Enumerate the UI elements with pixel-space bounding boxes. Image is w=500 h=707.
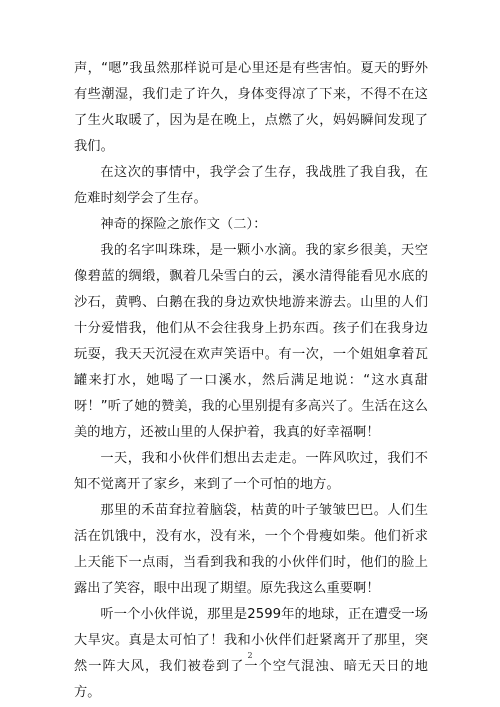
essay-subtitle: 神奇的探险之旅作文（二）： [100,217,267,232]
paragraph-continuation: 声，“嗯”我虽然那样说可是心里还是有些害怕。夏天的野外有些潮湿，我们走了许久，身体变得凉了下来，不得不在这了生火取暖了，因为是在晚上，点燃了火，妈妈瞬间发现了我们。 [74,61,428,154]
paragraph-year-2599: 听一个小伙伴说，那里是2599年的地球，正在遭受一场大旱灾。真是太可怕了！我和小伙伴们赶紧离开了那里，突然一阵大风，我们被卷到了一个空气混浊、暗无天日的地方。 [74,607,428,700]
document-body [74,56,428,706]
page-number: 2 [247,651,253,660]
paragraph-drought-land: 那里的禾苗耷拉着脑袋，枯黄的叶子皱皱巴巴。人们生活在饥饿中，没有水，没有米，一个个骨瘦如柴。他们祈求上天能下一点雨，当看到我和我的小伙伴们时，他们的脸上露出了笑容，眼中出现了期望。原先我这么重要啊！ [74,503,428,596]
paragraph-survival-lesson: 在这次的事情中，我学会了生存，我战胜了我自我，在危难时刻学会了生存。 [74,165,428,206]
paragraph-leaving-home: 一天，我和小伙伴们想出去走走。一阵风吹过，我们不知不觉离开了家乡，来到了一个可怕的地方。 [74,451,428,492]
paragraph-water-drop-intro: 我的名字叫珠珠，是一颗小水滴。我的家乡很美，天空像碧蓝的绸缎，飘着几朵雪白的云，溪水清得能看见水底的沙石，黄鸭、白鹅在我的身边欢快地游来游去。山里的人们十分爱惜我，他们从不会往我身上扔东西。孩子们在我身边玩耍，我天天沉浸在欢声笑语中。有一次，一个姐姐拿着瓦罐来打水，她喝了一口溪水，然后满足地说：“这水真甜呀！”听了她的赞美，我的心里别提有多高兴了。生活在这么美的地方，还被山里的人保护着，我真的好幸福啊！ [74,243,428,440]
